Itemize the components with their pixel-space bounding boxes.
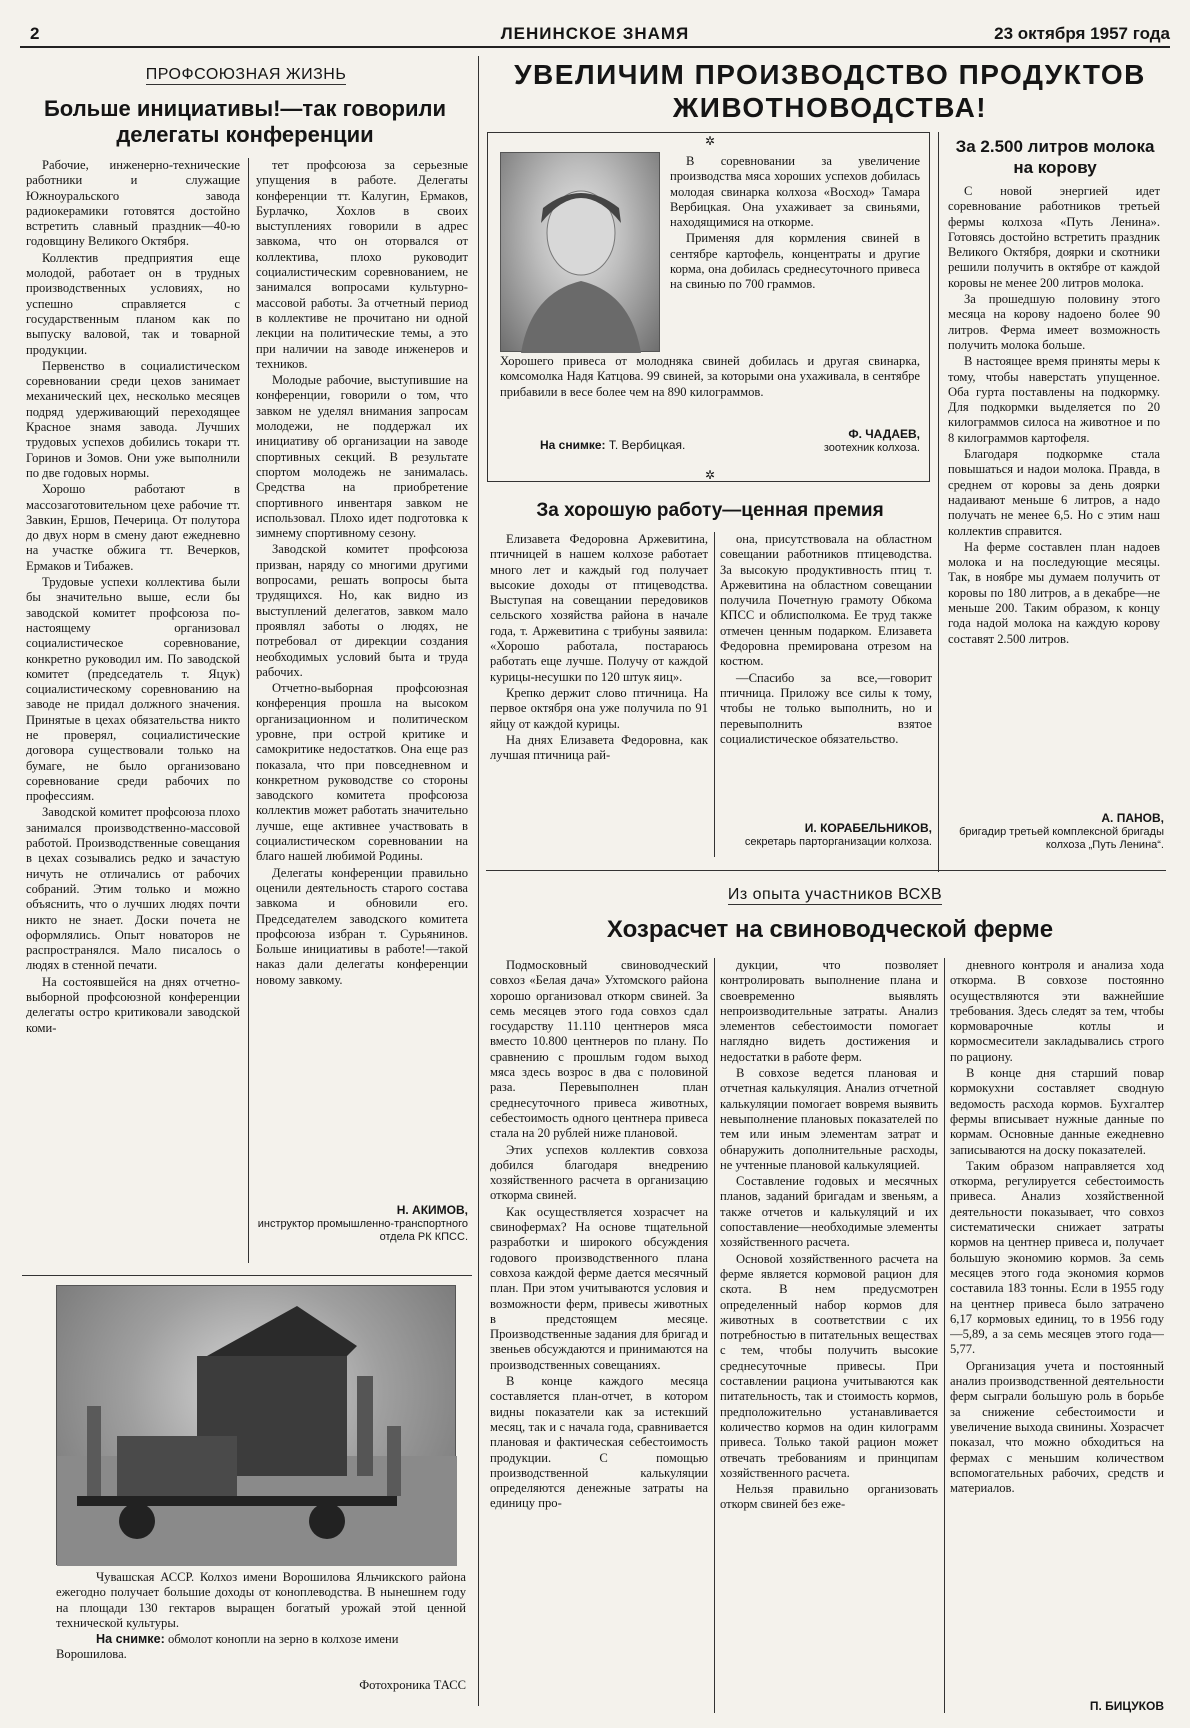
- paragraph: На днях Елизавета Федоровна, как лучшая птичница рай-: [490, 732, 708, 763]
- portrait-illustration: [501, 153, 661, 353]
- photo-caption: Чувашская АССР. Колхоз имени Ворошилова Яльчикского района ежегодно получает большие доходы от коноплеводства. В нынешнем году на площади 130 гектаров выращен богатый урожай этой ценной технической культуры.: [56, 1570, 466, 1630]
- premium-article-column-1: [490, 532, 708, 862]
- threshing-machine-illustration: [57, 1286, 457, 1566]
- premium-article-title: За хорошую работу—ценная премия: [536, 500, 884, 521]
- left-article-column-1: [26, 158, 240, 1268]
- page-number: 2: [30, 24, 40, 43]
- portrait-caption: На снимке: Т. Вербицкая.: [540, 438, 686, 452]
- paragraph: Заводской комитет профсоюза призван, наряду со многими другими вопросами, решать вопросы быта трудящихся. Но, как видно из выступлений делегатов, завком мало проявлял заботы о людях, не потребовал от дирекции создания необходимых условий быта и труда рабочих.: [256, 542, 468, 679]
- paragraph: За прошедшую половину этого месяца на корову надоено более 90 литров. Ферма имеет возможность получить молока больше.: [948, 292, 1160, 352]
- left-article-title: Больше инициативы!—так говорили делегаты конференции: [43, 96, 447, 147]
- paragraph: тет профсоюза за серьезные упущения в работе. Делегаты конференции тт. Калугин, Ермаков, Бурлачко, Хохлов в своих выступлениях говорили в адрес завкома, что он оторвался от коллектива, плохо руководит социалистическим соревнованием, не занимался вопросами культурно-массовой работы. За отчетный период в коллективе не прочитано ни одной лекции на политические темы, а это при наличии на заводе инженеров и техников.: [256, 158, 468, 371]
- paragraph: В совхозе ведется плановая и отчетная калькуляция. Анализ отчетной калькуляции помогает вовремя выявить невыполнение плановых показателей по тем или иным элементам затрат и обнаружить дополнительные расходы, не учтенные плановой калькуляцией.: [720, 1066, 938, 1172]
- rubric-trade-union: ПРОФСОЮЗНАЯ ЖИЗНЬ: [145, 66, 347, 83]
- paragraph: Крепко держит слово птичница. На первое октября она уже получила по 91 яйцу от каждой курицы.: [490, 685, 708, 731]
- section-divider: [478, 56, 479, 1706]
- column-divider: [944, 958, 945, 1713]
- premium-article-column-2: [720, 532, 932, 818]
- main-headline: УВЕЛИЧИМ ПРОИЗВОДСТВО ПРОДУКТОВ ЖИВОТНОВОДСТВА!: [514, 59, 1146, 123]
- paragraph: Молодые рабочие, выступившие на конференции, говорили о том, что завком не уделял внимания запросам молодежи, не поддержал их инициативу об организации на заводе спортивных секций. В результате спортом молодежь не занималась. Средства на приобретение спортивного инвентаря завком не использовал. Плохо идет подготовка к зимнему спортивному сезону.: [256, 373, 468, 541]
- column-divider: [714, 958, 715, 1713]
- paragraph: Благодаря подкормке стала повышаться и надои молока. Правда, в среднем от коровы за день доярки надаивают меньше 6 литров, а надо получать не менее 6,5. Но с этим наш коллектив справится.: [948, 447, 1160, 538]
- vshv-article-signature: П. БИЦУКОВ: [1089, 1699, 1164, 1713]
- column-divider: [938, 132, 939, 872]
- column-divider: [248, 158, 249, 1263]
- paragraph: На ферме составлен план надоев молока и на последующие месяцы. Так, в ноябре мы думаем получить от коровы по 180 литров, а в декабре—не меньше 200. Таким образом, к концу года надой молока на каждую корову составят 2.500 литров.: [948, 539, 1160, 646]
- rubric-vshv: Из опыта участников ВСХВ: [727, 886, 943, 903]
- paragraph: В соревновании за увеличение производства мяса хороших успехов добилась молодая свинарка колхоза «Восход» Тамара Вербицкая. Она ухаживает за свиньями, находящимися на откорме.: [670, 154, 920, 230]
- paragraph: На состоявшейся на днях отчетно-выборной профсоюзной конференции делегаты остро критиковали заводской коми-: [26, 974, 240, 1035]
- premium-article-signature: И. КОРАБЕЛЬНИКОВ, секретарь парторганизации колхоза.: [744, 821, 932, 848]
- paragraph: В конце дня старший повар кормокухни составляет сводную ведомость расхода кормов. Бухгалтер фермы вписывает нужные данные по кормам. Основные данные ежедневно записываются на доску показателей.: [950, 1066, 1164, 1157]
- paragraph: Как осуществляется хозрасчет на свинофермах? На основе тщательной разработки и широкого обсуждения годового производственного плана совхоза каждой ферме дается месячный план. При этом учитываются условия и возможности ферм, привесы животных в предстоящем месяце. Производственные задания для бригад и звеньев обсуждаются и принимаются на производственных совещаниях.: [490, 1204, 708, 1372]
- hemp-threshing-photo: [56, 1285, 456, 1565]
- paragraph: Применяя для кормления свиней в сентябре картофель, концентраты и другие корма, она добилась среднесуточного привеса на свинью по 700 граммов.: [670, 231, 920, 292]
- paragraph: Таким образом направляется ход откорма, регулируется себестоимость привеса. Анализ хозяйственной деятельности показывает, что совхоз систематически снижает затраты кормов на центнер привеса и, получает большую экономию кормов. За семь месяцев этого года экономия кормов составила 183 тонны. Если в 1955 году на центнер привеса было затрачено 6,17 кормовых единиц, то в 1956 году—5,89, а за семь месяцев этого года—5,77.: [950, 1158, 1164, 1357]
- paragraph: В настоящее время приняты меры к тому, чтобы наверстать упущенное. Оба гурта поставлены на подкормку. Для подкормки выделяется по 20 килограммов силоса на животное и по 8 килограммов картофеля.: [948, 354, 1160, 445]
- paragraph: Елизавета Федоровна Аржевитина, птичницей в нашем колхозе работает много лет и каждый год получает высокие доходы от птицеводства. Выступая на совещании передовиков сельского хозяйства района в начале года, т. Аржевитина с трибуны заявила: «Хорошо работала, постараюсь работать еще лучше. Получу от каждой курицы-несушки по 120 штук яиц».: [490, 532, 708, 684]
- issue-date: 23 октября 1957 года: [994, 24, 1170, 43]
- paragraph: В конце каждого месяца составляется план-отчет, в котором видны показатели как за истекший месяц, так и с начала года, сравнивается плановая и фактическая себестоимость продукции. С помощью производственной калькуляции определяются денежные затраты на единицу про-: [490, 1374, 708, 1511]
- paragraph: дукции, что позволяет контролировать выполнение плана и своевременно выявлять непроизводительные затраты. Анализ элементов себестоимости помогает наглядно видеть достижения и недостатки в работе ферм.: [720, 958, 938, 1064]
- newspaper-header: [20, 22, 1170, 48]
- star-ornament: ✲: [705, 134, 716, 148]
- newspaper-name: ЛЕНИНСКОЕ ЗНАМЯ: [500, 24, 690, 43]
- paragraph: Составление годовых и месячных планов, заданий бригадам и звеньям, а также отчетов и калькуляций и их сопоставление—необходимые элементы хозяйственного расчета.: [720, 1174, 938, 1250]
- paragraph: —Спасибо за все,—говорит птичница. Приложу все силы к тому, чтобы не только выполнить, но и перевыполнить взятое социалистическое обязательство.: [720, 670, 932, 746]
- milk-article-text: [948, 184, 1160, 806]
- milk-article-signature: А. ПАНОВ, бригадир третьей комплексной бригады колхоза „Путь Ленина“.: [959, 811, 1164, 851]
- vshv-article-column-3: [950, 958, 1164, 1688]
- paragraph: Отчетно-выборная профсоюзная конференция прошла на высоком организационном и политическом уровне, при острой критике и самокритике недостатков. Она еще раз показала, что при повседневном и конкретном руководстве со стороны заводского комитета профсоюза коллектив может работать значительно лучше, еще активнее участвовать в социалистическом соревновании на благо нашей любимой Родины.: [256, 681, 468, 864]
- section-divider: [22, 1275, 472, 1276]
- paragraph: Заводской комитет профсоюза плохо занимался производственно-массовой работой. Производственные совещания в цехах созывались редко и зачастую ничуть не отличались от рабочих собраний. Этим только и можно объяснить, что о лучших людях почти никто не знает. Доски почета не оформлялись. Опыт новаторов не распространялся. Мало писалось о людях в стенной печати.: [26, 805, 240, 973]
- vshv-article-column-2: [720, 958, 938, 1718]
- paragraph: Нельзя правильно организовать откорм свиней без еже-: [720, 1482, 938, 1512]
- paragraph: Основой хозяйственного расчета на ферме является кормовой рацион для скота. В нем предусмотрен определенный набор кормов для животных в соответствии с их потребностью в питательных веществах с тем, чтобы получить высокие среднесуточные привесы. При составлении рациона учитываются как питательность, так и стоимость кормов, предположительно устанавливается количество кормов на один килограмм привеса. Только такой рацион может отвечать требованиям и принципам хозяйственного расчета.: [720, 1251, 938, 1480]
- milk-article-title: За 2.500 литров молока на корову: [955, 137, 1155, 177]
- paragraph: Первенство в социалистическом соревновании среди цехов занимает механический цех, несколько месяцев подряд удерживающий переходящее Красное знамя завода. Лучших трудовых успехов добились токари тт. Горинов и Зомов. Они уже выполнили по две годовых нормы.: [26, 358, 240, 480]
- column-divider: [714, 532, 715, 857]
- paragraph: Подмосковный свиноводческий совхоз «Белая дача» Ухтомского района хорошо организовал откорм свиней. За семь месяцев этого года совхоз сдал государству 11.110 центнеров мяса вместо 10.800 центнеров по плану. По сравнению с прошлым годом выход мяса здесь возрос в два с половиной раза. Перевыполнен план среднесуточного привеса животных, себестоимость одного центнера привеса стала на 20 рублей ниже плановой.: [490, 958, 708, 1141]
- portrait-photo: [500, 152, 660, 352]
- paragraph: дневного контроля и анализа хода откорма. В совхозе постоянно осуществляются эти важнейшие требования. Здесь следят за тем, чтобы кормоварочные котлы и кормосмесители закладывались строго по рациону.: [950, 958, 1164, 1064]
- paragraph: Хорошо работают в массозаготовительном цехе рабочие тт. Завкин, Ершов, Печерица. От полутора до двух норм в смену дают ежедневно на участке обжига тт. Вечерков, Ермаков и Тибажев.: [26, 482, 240, 573]
- pig-article-text-continued: [500, 354, 920, 430]
- star-ornament: ✲: [705, 468, 716, 482]
- paragraph: Трудовые успехи коллектива были бы значительно выше, если бы заводской комитет профсоюза по-настоящему организовал социалистическое соревнование, конкретно руководил им. По заводской комитет (председатель т. Яцук) социалистическому соревнованию на заводе не придал должного значения. Принятые в цехах обязательства никто не проверял, социалистические договора существовали только на бумаге, не было организовано соревнование среди рабочих по профессиям.: [26, 575, 240, 804]
- paragraph: Коллектив предприятия еще молодой, работает он в трудных производственных условиях, но успешно справляется с государственным планом как по выпуску валовой, так и товарной продукции.: [26, 250, 240, 357]
- photo-caption-label: На снимке: обмолот конопли на зерно в колхозе имени Ворошилова.: [56, 1632, 399, 1662]
- paragraph: она, присутствовала на областном совещании работников птицеводства. За высокую продуктивность птиц т. Аржевитина на областном совещании получила Почетную грамоту Обкома КПСС и облисполкома. Ее труд также отмечен ценным подарком. Елизавета Федоровна премирована отрезом на костюм.: [720, 532, 932, 669]
- left-article-column-2: [256, 158, 468, 1198]
- paragraph: Делегаты конференции правильно оценили деятельность старого состава завкома и обновили его. Председателем заводского комитета профсоюза избран т. Сурьянинов. Больше инициативы в работе!—такой наказ дали делегаты конференции новому завкому.: [256, 865, 468, 987]
- pig-article-signature: Ф. ЧАДАЕВ, зоотехник колхоза.: [823, 427, 920, 454]
- section-divider: [486, 870, 1166, 871]
- paragraph: Этих успехов коллектив совхоза добился благодаря внедрению хозяйственного расчета в организацию откорма свиней.: [490, 1142, 708, 1203]
- vshv-article-title: Хозрасчет на свиноводческой ферме: [606, 916, 1054, 943]
- vshv-article-column-1: [490, 958, 708, 1718]
- paragraph: Организация учета и постоянный анализ производственной деятельности ферм сыграли большую роль в борьбе за снижение себестоимости и увеличение выхода свинины. Хозрасчет показал, что можно обходиться на фермах с меньшим количеством вспомогательных рабочих, средств и материалов.: [950, 1358, 1164, 1496]
- paragraph: Рабочие, инженерно-технические работники и служащие Южноуральского завода радиокерамики готовятся достойно встретить славный праздник—40-ю годовщину Великого Октября.: [26, 158, 240, 249]
- photo-credit: Фотохроника ТАСС: [359, 1678, 466, 1692]
- paragraph: С новой энергией идет соревнование работников третьей фермы колхоза «Путь Ленина». Готовясь достойно встретить праздник Великого Октября, доярки и скотники решили получить в октябре от каждой коровы не менее 200 литров молока.: [948, 184, 1160, 290]
- paragraph: Хорошего привеса от молодняка свиней добилась и другая свинарка, комсомолка Надя Катцова. 99 свиней, за которыми она ухаживала, в сентябре прибавили в весе более чем на 890 килограммов.: [500, 354, 920, 399]
- pig-article-text: [670, 154, 920, 354]
- left-article-signature: Н. АКИМОВ, инструктор промышленно-транспортного отдела РК КПСС.: [257, 1203, 468, 1243]
